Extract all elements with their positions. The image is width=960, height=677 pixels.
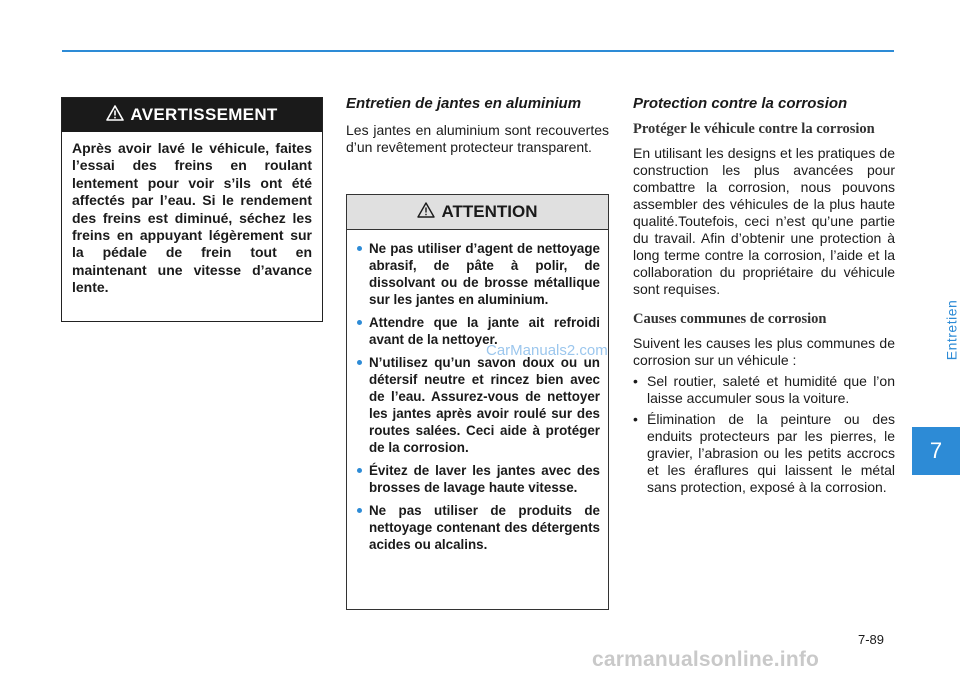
caution-triangle-icon [417,202,435,223]
warning-header [62,98,322,132]
corrosion-title: Protection contre la corrosion [633,95,848,112]
warning-box [61,97,323,322]
corrosion-subheading-causes: Causes communes de corrosion [633,311,827,327]
attention-box [346,194,609,610]
corrosion-paragraph: En utilisant les designs et les pratiques de construction les plus avancées pour combattre la corrosion, nous pouvons assembler des véhicules de la plus haute qualité.Toutefois, ceci n’est qu’une partie du travail. Afin d’obtenir une protection à long terme contre la corrosion, l’aide et la collaboration du propriétaire du véhicule sont requises. [633,145,895,297]
warning-text: Après avoir lavé le véhicule, faites l’essai des freins en roulant lentement pour voir s’ils ont été affectés par l’eau. Si le rendement des freins est diminué, séchez les freins en appuyant légèrement sur la pédale de frein tout en maintenant une vitesse d’avance lente. [72,140,312,296]
top-rule [62,50,894,52]
page-number: 7-89 [858,632,885,647]
chapter-number-tab: 7 [912,427,960,475]
wheel-care-text: Les jantes en aluminium sont recouvertes d’un revêtement protecteur transparent. [346,122,609,155]
causes-list [633,373,895,496]
corrosion-section [633,95,895,500]
chapter-label: Entretien [943,299,960,361]
causes-intro: Suivent les causes les plus communes de corrosion sur un véhicule : [633,335,895,368]
wheel-care-section [346,95,609,156]
footer-watermark: carmanualsonline.info [592,648,820,671]
attention-item: Évitez de laver les jantes avec des brosses de lavage haute vitesse. [355,462,600,496]
attention-item: N’utilisez qu’un savon doux ou un détersif neutre et rincez bien avec de l’eau. Assurez-vous de nettoyer les jantes après avoir roulé sur des routes salées. Ceci aide à protéger de la corrosion. [355,354,600,456]
cause-item: • Sel routier, saleté et humidité que l’on laisse accumuler sous la voiture. [633,373,895,407]
watermark-link[interactable]: CarManuals2.com [486,342,608,359]
attention-header [347,195,608,230]
cause-item: • Élimination de la peinture ou des enduits protecteurs par les pierres, le gravier, l’abrasion ou les petits accrocs et les éraflures qui laissent le métal sans protection, exposé à la corrosion. [633,411,895,496]
warning-triangle-icon [106,105,124,126]
attention-title: ATTENTION [441,202,538,221]
warning-title: AVERTISSEMENT [130,105,278,124]
attention-item: Ne pas utiliser d’agent de nettoyage abrasif, de pâte à polir, de dissolvant ou de brosse métallique sur les jantes en aluminium. [355,240,600,308]
attention-item: Ne pas utiliser de produits de nettoyage contenant des détergents acides ou alcalins. [355,502,600,553]
wheel-care-title: Entretien de jantes en aluminium [346,95,582,112]
corrosion-subheading-protect: Protéger le véhicule contre la corrosion [633,121,875,137]
attention-item: Attendre que la jante ait refroidi avant de la nettoyer. [355,314,600,348]
attention-list [347,230,608,553]
